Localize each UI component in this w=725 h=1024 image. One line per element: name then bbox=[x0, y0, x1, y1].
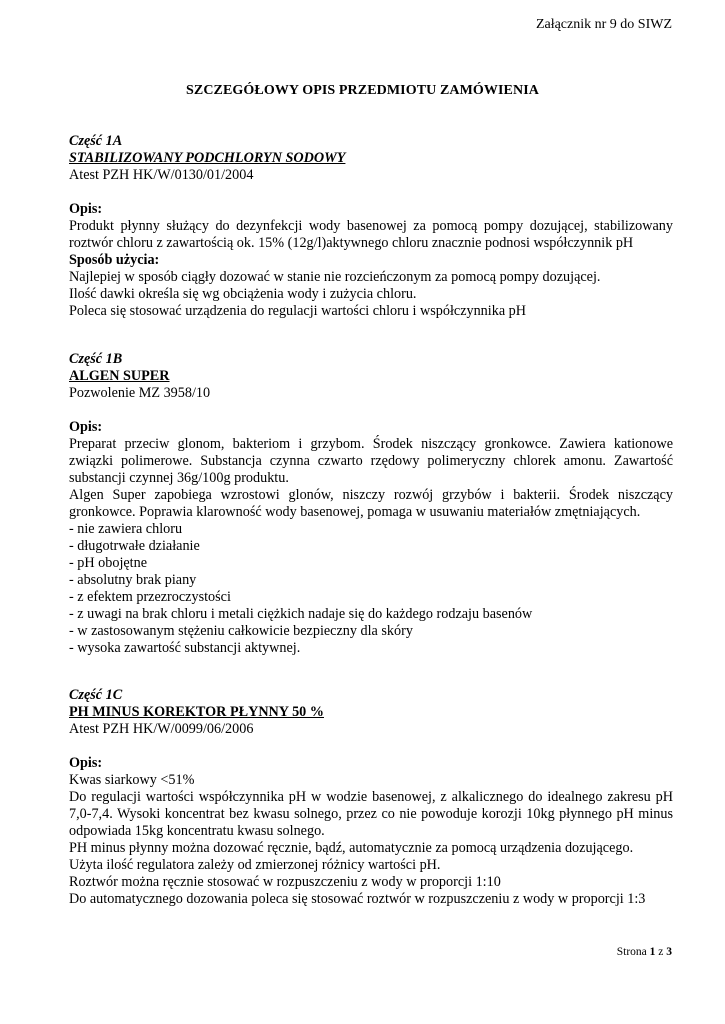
description-line: Użyta ilość regulatora zależy od zmierzonej różnicy wartości pH. bbox=[69, 857, 441, 873]
feature-item: - absolutny brak piany bbox=[69, 572, 197, 588]
section-certificate: Atest PZH HK/W/0099/06/2006 bbox=[69, 721, 254, 737]
section-product-name: ALGEN SUPER bbox=[69, 368, 170, 384]
feature-item: - z efektem przezroczystości bbox=[69, 589, 231, 605]
feature-item: - nie zawiera chloru bbox=[69, 521, 183, 537]
feature-item: - wysoka zawartość substancji aktywnej. bbox=[69, 640, 301, 656]
feature-item: - z uwagi na brak chloru i metali ciężkich nadaje się do każdego rodzaju basenów bbox=[69, 606, 533, 622]
description-line: Roztwór można ręcznie stosować w rozpuszczeniu z wody w proporcji 1:10 bbox=[69, 874, 501, 890]
usage-line: Ilość dawki określa się wg obciążenia wody i zużycia chloru. bbox=[69, 286, 417, 302]
document-title: SZCZEGÓŁOWY OPIS PRZEDMIOTU ZAMÓWIENIA bbox=[186, 83, 539, 98]
section-1c bbox=[69, 687, 673, 908]
page-number bbox=[617, 944, 672, 961]
description-line: PH minus płynny można dozować ręcznie, bądź, automatycznie za pomocą urządzenia dozującego. bbox=[69, 840, 634, 856]
feature-item: - w zastosowanym stężeniu całkowicie bezpieczny dla skóry bbox=[69, 623, 413, 639]
annex-label: Załącznik nr 9 do SIWZ bbox=[535, 17, 672, 32]
section-part-label: Część 1A bbox=[69, 133, 123, 149]
description-text: Do regulacji wartości współczynnika pH w wodzie basenowej, z alkalicznego do idealnego zakresu pH 7,0-7,4. Wysoki koncentrat bez kwasu solnego, przez co nie powoduje korozji 10kg płynnego pH minus odpowiada 15kg koncentratu kwasu solnego. bbox=[69, 789, 673, 839]
description-label: Opis: bbox=[69, 755, 103, 771]
page-separator: z bbox=[658, 946, 664, 958]
description-text: Produkt płynny służący do dezynfekcji wody basenowej za pomocą pompy dozującej, stabilizowany roztwór chloru z zawartością ok. 15% (12g/l)aktywnego chloru znacznie podnosi współczynnik pH bbox=[69, 218, 673, 251]
section-product-name: STABILIZOWANY PODCHLORYN SODOWY bbox=[69, 150, 346, 166]
description-line: Kwas siarkowy <51% bbox=[69, 772, 195, 788]
page-total: 3 bbox=[666, 946, 672, 958]
page-current: 1 bbox=[649, 946, 656, 958]
section-certificate: Atest PZH HK/W/0130/01/2004 bbox=[69, 167, 254, 183]
section-part-label: Część 1C bbox=[69, 687, 123, 703]
description-label: Opis: bbox=[69, 419, 103, 435]
usage-line: Najlepiej w sposób ciągły dozować w stanie nie rozcieńczonym za pomocą pompy dozującej. bbox=[69, 269, 601, 285]
description-label: Opis: bbox=[69, 201, 103, 217]
section-1b bbox=[69, 351, 673, 657]
section-1a bbox=[69, 133, 673, 320]
section-product-name: PH MINUS KOREKTOR PŁYNNY 50 % bbox=[69, 704, 324, 720]
usage-label: Sposób użycia: bbox=[69, 252, 160, 268]
section-certificate: Pozwolenie MZ 3958/10 bbox=[69, 385, 211, 401]
page-prefix: Strona bbox=[616, 946, 647, 958]
description-text: Preparat przeciw glonom, bakteriom i grzybom. Środek niszczący gronkowce. Zawiera kationowe związki polimerowe. Substancja czynna czwarto rzędowy polimeryczny chlorek amonu. Zawartość substancji czynnej 36g/100g produktu. bbox=[69, 436, 673, 486]
description-text-2: Algen Super zapobiega wzrostowi glonów, niszczy rozwój grzybów i bakterii. Środek niszczący gronkowce. Poprawia klarowność wody basenowej, pomaga w usuwaniu materiałów zmętniających. bbox=[69, 487, 673, 520]
feature-item: - długotrwałe działanie bbox=[69, 538, 200, 554]
description-line: Do automatycznego dozowania poleca się stosować roztwór w rozpuszczeniu z wody w proporcji 1:3 bbox=[69, 891, 646, 907]
section-part-label: Część 1B bbox=[69, 351, 123, 367]
usage-line: Poleca się stosować urządzenia do regulacji wartości chloru i współczynnika pH bbox=[69, 303, 526, 319]
feature-item: - pH obojętne bbox=[69, 555, 148, 571]
